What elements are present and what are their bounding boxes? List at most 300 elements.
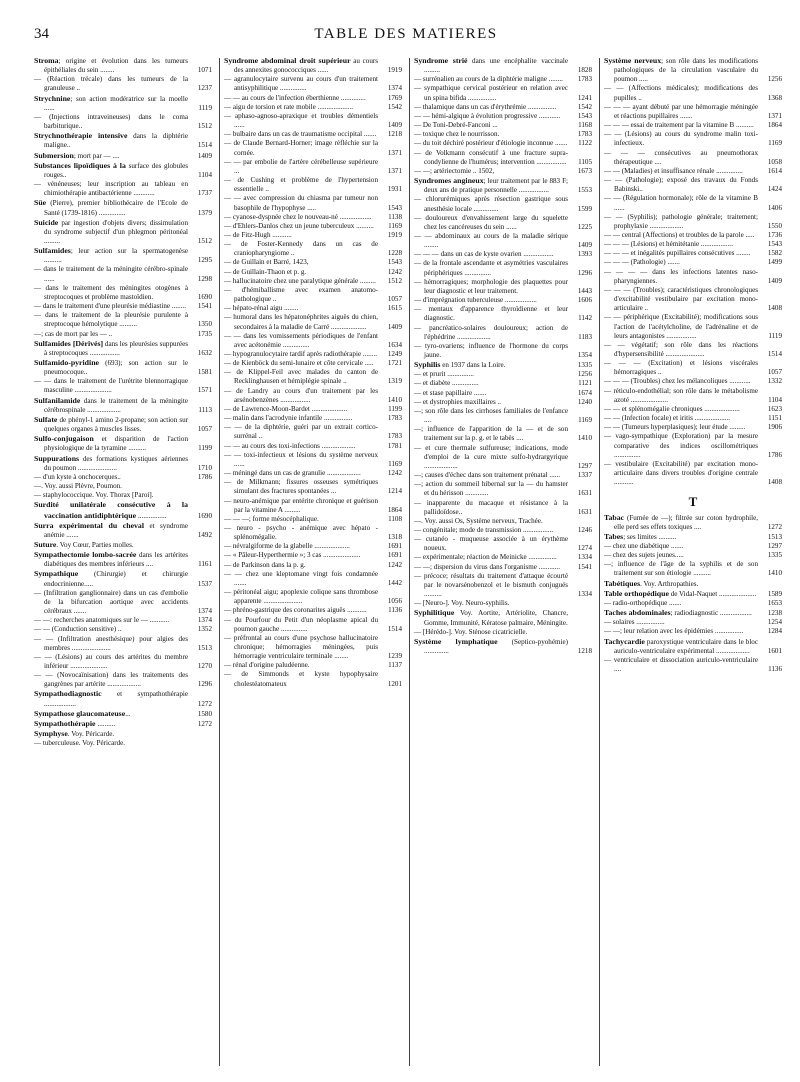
- index-entry-text: — pancréatico-solaires douloureux; action de l'éphédrine ...................: [414, 323, 568, 341]
- index-entry-page: 1499: [767, 258, 782, 267]
- index-entry: [34, 635, 212, 653]
- index-entry: [224, 359, 402, 368]
- index-entry: [34, 377, 212, 395]
- index-entry: [224, 75, 402, 93]
- index-entry-page: 1113: [198, 405, 212, 414]
- index-entry: [34, 265, 212, 283]
- index-entry-page: 1673: [577, 166, 592, 175]
- index-entry: [34, 131, 212, 150]
- index-entry-text: —. Voy. aussi Os, Système nerveux, Trachée.: [414, 516, 543, 525]
- index-entry: [414, 499, 592, 517]
- index-entry-page: 1410: [767, 569, 782, 578]
- index-entry: [604, 313, 782, 340]
- index-entry-text: —; influence de l'âge de la syphilis et de son traitement sur son étiologie ..........: [604, 560, 758, 578]
- index-entry-text: Sulfate de phényl-1 amino 2-propane; son action sur quelques organes à muscles lisses.: [34, 414, 188, 434]
- index-entry-text: — staphylococcique. Voy. Thorax [Paroi].: [34, 491, 154, 500]
- index-entry-text: Strychnine; son action modératrice sur la moelle ......: [34, 93, 188, 112]
- index-entry-page: 1409: [767, 276, 782, 285]
- index-entry-text: — de la frontale ascendante et asymétries vasculaires périphériques ...............: [414, 259, 568, 277]
- index-entry: [224, 570, 402, 588]
- index-entry-page: 1335: [577, 361, 592, 370]
- index-entry: [414, 250, 592, 259]
- index-entry: [414, 232, 592, 250]
- index-entry-text: — de Landry au cours d'un traitement par les arsénobenzènes .................: [224, 386, 378, 404]
- index-entry-text: — chez des sujets jeunes.....: [604, 551, 684, 560]
- index-entry-page: 1272: [767, 522, 782, 531]
- index-entry-text: Tabétiques. Voy. Arthropathies.: [604, 578, 699, 588]
- index-entry-page: 1218: [577, 647, 592, 655]
- index-entry-page: 1514: [767, 350, 782, 358]
- index-entry-page: 1352: [197, 625, 212, 634]
- index-entry-page: 1297: [577, 461, 592, 470]
- index-entry-text: Syndromes angineux; leur traitement par le 883 F; deux ans de pratique personnelle .................: [414, 176, 568, 195]
- index-entry-page: 1442: [387, 578, 402, 587]
- index-entry-page: 1512: [197, 122, 212, 131]
- index-entry-text: Système lymphatique (Septico-pyohémie) ..............: [414, 636, 568, 655]
- index-entry: [224, 551, 402, 560]
- index-entry-text: — hallucinatoire chez une paralytique générale .........: [224, 276, 376, 285]
- index-entry: [224, 414, 402, 423]
- index-entry-text: Sulfamides; leur action sur la spermatogenèse ..........: [34, 246, 188, 265]
- index-entry-text: Suture. Voy Cœur, Parties molles.: [34, 539, 134, 549]
- index-entry-page: 1137: [388, 661, 402, 670]
- index-entry: [604, 542, 782, 551]
- index-entry-text: — toxique chez le nourrisson.: [414, 130, 500, 139]
- index-entry: [604, 560, 782, 578]
- index-entry: [224, 661, 402, 670]
- index-entry-text: — — toxi-infectieux et lésions du système nerveux ......: [224, 450, 378, 468]
- index-entry-page: 1543: [387, 203, 402, 212]
- index-entry-text: — et cure thermale sulfureuse; indications, mode d'emploi de la cure mixte sulfo-hydrargyrique ...................: [414, 443, 568, 470]
- index-entry: [224, 286, 402, 304]
- index-entry-text: Stroma; origine et évolution dans les tumeurs épithéliales du sein ........: [34, 56, 188, 75]
- index-entry: [34, 113, 212, 131]
- index-entry-page: 1057: [767, 368, 782, 377]
- index-entry-page: 1121: [578, 379, 592, 388]
- column-divider: [219, 58, 220, 1066]
- index-entry-text: — (Réaction trécale) dans les tumeurs de la granuleuse ..: [34, 75, 188, 93]
- index-entry: [604, 377, 782, 386]
- index-entry-page: 1691: [387, 551, 402, 560]
- index-entry-text: —; action du sommeil hibernal sur la — du hamster et du hérisson .............: [414, 480, 568, 498]
- index-entry: [604, 286, 782, 313]
- index-entry-page: 1393: [577, 250, 592, 259]
- index-entry: [414, 370, 592, 379]
- index-entry: [604, 532, 782, 542]
- index-entry-text: — — — (Lésions) et hémitétanie ..................: [604, 240, 733, 249]
- index-entry-page: 1199: [198, 444, 212, 453]
- index-entry: [34, 198, 212, 217]
- index-entry-page: 1443: [577, 286, 592, 295]
- index-entry-page: 1543: [387, 258, 402, 267]
- index-entry: [604, 231, 782, 240]
- index-entry-text: Syphilis en 1937 dans la Loire.: [414, 360, 506, 370]
- index-entry: [34, 500, 212, 520]
- index-entry-page: 1354: [577, 351, 592, 359]
- index-entry-text: — (Injections intraveineuses) dans le coma barbiturique..: [34, 112, 188, 131]
- index-entry-page: 1057: [387, 295, 402, 304]
- index-entry: [604, 405, 782, 414]
- index-entry-page: 1296: [577, 268, 592, 277]
- index-entry-text: — — — dans un cas de kyste ovarien .................: [414, 250, 554, 259]
- index-entry: [414, 84, 592, 102]
- index-entry: [224, 670, 402, 688]
- index-entry-text: — agranulocytaire survenu au cours d'un traitement antisyphilitique ...............: [224, 75, 378, 93]
- index-entry: [34, 550, 212, 569]
- index-entry-page: 1272: [197, 699, 212, 708]
- index-entry-page: 1335: [767, 551, 782, 560]
- index-entry: [604, 359, 782, 377]
- index-entry-page: 1256: [577, 370, 592, 379]
- index-entry-text: — chez une diabétique .......: [604, 541, 684, 550]
- index-columns: [34, 56, 780, 1070]
- index-entry: [604, 627, 782, 636]
- index-entry-text: — — (Lésions) au cours du syndrome malin toxi-infectieux.: [604, 130, 758, 148]
- index-entry-page: 1737: [197, 189, 212, 198]
- index-entry-text: — neuro - psycho - anémique avec hépato - splénomégalie.: [224, 523, 378, 542]
- index-entry-page: 1334: [577, 553, 592, 562]
- index-entry: [34, 491, 212, 500]
- index-entry-text: — — (Lésions) au cours des artérites du membre inférieur .....................: [34, 652, 188, 670]
- index-entry-page: 1298: [197, 274, 212, 283]
- index-entry-text: — tyro-ovariens; influence de l'hormone du corps jaune.: [414, 341, 568, 359]
- index-entry-text: — douloureux d'envahissement large du squelette chez les cancéreuses du sein ......: [414, 213, 568, 231]
- index-entry: [34, 482, 212, 491]
- index-entry-text: — et diabète ...............: [414, 379, 479, 388]
- index-entry: [224, 313, 402, 331]
- index-entry-text: — de Fitz-Hugh ...........: [224, 230, 292, 239]
- index-entry: [224, 588, 402, 606]
- index-entry-text: — congénitale; mode de transmission .................: [414, 525, 554, 534]
- index-entry-text: — de Guillain et Barré, 1423,: [224, 258, 309, 267]
- index-entry-text: — hémorragiques; morphologie des plaquettes pour leur diagnostic et leur traitement.: [414, 277, 568, 295]
- index-entry-text: — —; leur relation avec les épidémies ................: [604, 627, 744, 636]
- index-entry-text: — vestibulaire (Excitabilité) par excitation mono-articulaire dans divers troubles d'origine centrale ...........: [604, 459, 758, 487]
- index-entry-page: 1783: [387, 432, 402, 441]
- index-entry-page: 1254: [767, 618, 782, 627]
- index-entry: [224, 231, 402, 240]
- index-entry-text: — d'un kyste à onchocerques..: [34, 472, 121, 481]
- index-entry-page: 1242: [387, 469, 402, 478]
- index-entry-text: — hépato-rénal aigu ........: [224, 304, 299, 313]
- index-entry-text: — — périphérique (Excitabilité); modifications sous l'action de l'acétylcholine, de l'adrénaline et de leurs antagonistes .................: [604, 313, 758, 340]
- index-entry: [34, 569, 212, 588]
- index-entry-text: — — chez une kleptomane vingt fois condamnée .......: [224, 569, 378, 587]
- index-entry: [224, 332, 402, 350]
- index-entry-text: Tabes; ses limites ..........: [604, 531, 677, 541]
- page-header: [34, 26, 778, 48]
- index-entry-page: 1056: [387, 597, 402, 606]
- index-entry-page: 1786: [197, 472, 212, 481]
- index-entry: [34, 625, 212, 634]
- column-divider: [599, 58, 600, 1066]
- index-entry-text: Sulfamido-pyridine (693); son action sur le pneumocoque..: [34, 358, 188, 377]
- index-entry-page: 1721: [387, 359, 402, 368]
- index-entry-text: — réticulo-endothélial; son rôle dans le métabolisme azoté .....................: [604, 386, 758, 404]
- index-entry: [34, 473, 212, 482]
- index-entry-page: 1334: [577, 590, 592, 599]
- index-entry: [414, 407, 592, 425]
- index-entry-page: 1119: [768, 331, 782, 340]
- index-entry-page: 1543: [767, 240, 782, 249]
- index-entry-page: 1104: [198, 170, 212, 179]
- index-entry: [34, 719, 212, 729]
- index-entry: [414, 480, 592, 498]
- index-entry-page: 1218: [387, 130, 402, 139]
- index-entry: [34, 284, 212, 302]
- index-entry-page: 1769: [387, 93, 402, 102]
- index-entry: [604, 176, 782, 194]
- index-entry-page: 1296: [197, 680, 212, 689]
- index-entry-page: 1735: [197, 329, 212, 338]
- index-entry-page: 1537: [197, 579, 212, 588]
- index-entry-text: —; cas de mort par les — ..: [34, 329, 113, 338]
- index-entry: [414, 103, 592, 112]
- index-entry-page: 1408: [767, 478, 782, 487]
- index-entry-text: — dans le traitement d'une pleurésie médiastine ........: [34, 302, 186, 311]
- index-entry-page: 1828: [577, 66, 592, 75]
- index-entry-page: 1058: [767, 157, 782, 166]
- index-entry: [604, 194, 782, 212]
- index-entry-page: 1783: [387, 414, 402, 423]
- index-entry-text: — radio-orthopédique .......: [604, 598, 682, 607]
- index-entry-page: 1057: [197, 425, 212, 434]
- index-entry-text: — — (Tumeurs hyperplasiques); leur étude .........: [604, 423, 746, 432]
- index-entry: [224, 258, 402, 267]
- index-entry-page: 1246: [577, 525, 592, 534]
- index-entry-text: — du Pourfour du Petit d'un néoplasme apical du poumon gauche ...............: [224, 615, 378, 633]
- index-entry: [34, 589, 212, 616]
- index-entry-text: — surrénalien au cours de la diphtérie maligne ........: [414, 75, 563, 84]
- index-entry: [414, 324, 592, 342]
- index-entry-page: 1736: [767, 230, 782, 239]
- index-entry: [604, 84, 782, 102]
- index-entry-page: 1513: [197, 643, 212, 652]
- index-entry: [604, 551, 782, 560]
- index-entry-text: Strychnothérapie intensive dans la diphtérie maligne..: [34, 131, 188, 150]
- index-entry-text: Symphyse. Voy. Péricarde.: [34, 729, 115, 739]
- index-entry-text: Sympathose glaucomateuse...: [34, 708, 131, 718]
- index-entry-page: 1553: [577, 186, 592, 195]
- index-entry-text: — ventriculaire et dissociation auriculo-ventriculaire ....: [604, 655, 758, 673]
- index-entry-text: —; causes d'échec dans son traitement prénatal ......: [414, 471, 561, 480]
- index-entry-page: 1781: [387, 441, 402, 450]
- index-entry-text: — de Milkmann; fissures osseuses symétriques simulant des fractures spontanées ...: [224, 478, 378, 496]
- index-entry-text: — expérimentale; réaction de Meinicke ................: [414, 553, 557, 562]
- index-entry: [414, 296, 592, 305]
- index-entry: [414, 56, 592, 75]
- index-entry-page: 1514: [387, 624, 402, 633]
- index-entry-page: 1589: [767, 589, 782, 598]
- index-entry-text: — de Guillain-Thaon et p. g.: [224, 267, 307, 276]
- index-entry: [224, 405, 402, 414]
- index-entry: [604, 240, 782, 249]
- index-entry-page: 1674: [577, 388, 592, 397]
- index-entry-page: 1119: [198, 103, 212, 112]
- index-entry-text: — vénéneuses; leur inscription au tableau en chimiothérapie antibactérienne ............: [34, 180, 188, 198]
- index-entry-page: 1409: [197, 151, 212, 160]
- index-entry-text: Surra expérimental du cheval et syndrome anémie .......: [34, 520, 188, 539]
- index-entry-page: 1108: [388, 514, 402, 523]
- index-entry-page: 1122: [578, 139, 592, 148]
- index-entry: [34, 339, 212, 358]
- index-entry: [34, 330, 212, 339]
- index-entry-page: 1864: [767, 121, 782, 130]
- index-entry-page: 1691: [387, 542, 402, 551]
- index-entry-text: — dans le traitement de la méningite cérébro-spinale ......: [34, 265, 188, 283]
- index-entry-page: 1634: [387, 340, 402, 349]
- index-entry-page: 1201: [387, 679, 402, 688]
- index-entry-text: — névralgiforme de la glabelle ....................: [224, 542, 350, 551]
- index-column-2: [224, 56, 402, 1070]
- index-entry-text: — cyanose-dyspnée chez le nouveau-né ..................: [224, 212, 372, 221]
- index-entry-text: — tuberculeuse. Voy. Péricarde.: [34, 739, 126, 748]
- index-entry: [224, 56, 402, 75]
- index-entry-text: Table orthopédique de Vidal-Naquet .....................: [604, 588, 757, 598]
- index-entry-text: — d'Ehlers-Danlos chez un jeune tuberculeux ..........: [224, 221, 374, 230]
- index-entry-page: 1631: [577, 507, 592, 516]
- index-entry-text: — sympathique cervical postérieur en relation avec un spina bifida ................: [414, 84, 568, 102]
- index-entry: [224, 606, 402, 615]
- index-entry: [224, 451, 402, 469]
- index-entry: [414, 398, 592, 407]
- index-entry-page: 1599: [577, 204, 592, 213]
- index-entry: [604, 608, 782, 618]
- index-entry-text: Tabac (Fumée de —); filtrée sur coton hydrophile, elle perd ses effets toxiques ....: [604, 512, 758, 531]
- index-entry-text: Taches abdominales; radiodiagnostic ..................: [604, 608, 752, 618]
- index-entry-page: 1543: [577, 111, 592, 120]
- index-entry-text: — — de la diphtérie, guéri par un extrait cortico-surrénal ..: [224, 423, 378, 441]
- index-entry: [34, 739, 212, 748]
- index-entry: [414, 305, 592, 323]
- index-entry-text: Submersion; mort par — ....: [34, 150, 120, 160]
- index-entry-page: 1492: [197, 530, 212, 539]
- index-entry-text: — — — et inégalités pupillaires consécutives ........: [604, 249, 751, 258]
- index-entry-page: 1104: [768, 395, 782, 404]
- index-entry-text: — — (Maladies) et insuffisance rénale ...............: [604, 166, 743, 175]
- index-column-4: [604, 56, 782, 1070]
- index-entry-text: — et prurit ...............: [414, 370, 474, 379]
- index-entry: [414, 342, 592, 360]
- index-entry-text: — —: recherches anatomiques sur le — ...........: [34, 616, 170, 625]
- index-entry: [604, 656, 782, 674]
- index-entry-text: — — dans les vomissements périodiques de l'enfant avec acétonémie ...............: [224, 331, 378, 349]
- index-entry-page: 1319: [387, 377, 402, 386]
- index-entry-text: — aigu de torsion et rate mobile ....................: [224, 102, 354, 111]
- index-entry: [414, 444, 592, 471]
- index-entry: [414, 130, 592, 139]
- index-entry-page: 1274: [577, 544, 592, 553]
- index-entry-page: 1931: [387, 185, 402, 194]
- index-entry: [604, 258, 782, 267]
- index-entry-text: Syphilitique Voy. Aortite, Artériolite, Chancre, Gomme, Immunité, Kératose palmaire, Méningite.: [414, 608, 568, 627]
- index-entry-page: 1409: [387, 121, 402, 130]
- index-entry-text: — « Pâleur-Hyperthermie »; 3 cas .....................: [224, 551, 361, 560]
- index-entry-text: — De Toni-Debré-Fanconi ...: [414, 121, 498, 130]
- index-entry-text: — [Neuro-]. Voy. Neuro-syphilis.: [414, 599, 510, 608]
- index-entry-text: —; influence de l'apparition de la — et de son traitement sur la p. g. et le tabès ....: [414, 425, 568, 443]
- index-entry-page: 1710: [197, 463, 212, 472]
- index-entry-page: 1249: [387, 350, 402, 358]
- index-entry-text: — — — ayant débuté par une hémorragie méningée et réactions pupillaires .......: [604, 102, 758, 120]
- index-entry-page: 1151: [768, 414, 782, 423]
- index-entry: [414, 259, 592, 277]
- index-entry: [224, 387, 402, 405]
- index-entry-text: — — central (Affections) et troubles de la parole .....: [604, 230, 755, 239]
- index-entry: [34, 161, 212, 180]
- index-entry-text: — méningé dans un cas de granulie ...................: [224, 469, 361, 478]
- index-entry: [34, 311, 212, 329]
- index-entry-text: — — — consécutives au pneumothorax thérapeutique ....: [604, 148, 758, 166]
- index-entry: [604, 432, 782, 459]
- index-entry: [414, 195, 592, 213]
- index-entry: [224, 542, 402, 551]
- index-entry: [604, 121, 782, 130]
- index-entry: [414, 360, 592, 370]
- index-entry-text: — — — — dans les infections latentes naso-pharyngiennes.: [604, 267, 758, 285]
- index-entry: [224, 368, 402, 386]
- index-entry-text: —; son rôle dans les cirrhoses familiales de l'enfance ....: [414, 406, 568, 425]
- index-entry-text: — vago-sympathique (Exploration) par la mesure comparative des indices oscillométriques ...............: [604, 432, 758, 459]
- index-entry-text: — — — essai de traitement par la vitamine B ..........: [604, 121, 754, 130]
- index-entry: [224, 268, 402, 277]
- index-entry: [34, 180, 212, 198]
- column-divider: [409, 58, 410, 1066]
- index-entry: [414, 139, 592, 148]
- index-entry-page: 1105: [578, 157, 592, 166]
- index-entry-text: — — — (Excitation) et lésions viscérales hémorragiques ..: [604, 359, 758, 377]
- index-column-3: [414, 56, 592, 1070]
- index-entry-text: — — au cours de l'infection éberthienne ..............: [224, 93, 366, 102]
- index-entry-text: — de Simmonds et kyste hypophysaire cholestéatomateux: [224, 670, 378, 688]
- index-entry-page: 1512: [387, 276, 402, 285]
- index-column-1: [34, 56, 212, 1070]
- index-entry: [224, 304, 402, 313]
- index-entry-page: 1332: [767, 377, 782, 386]
- index-entry-text: — — et splénomégalie chroniques ....................: [604, 404, 740, 413]
- index-entry: [604, 423, 782, 432]
- index-entry: [604, 513, 782, 532]
- index-entry-page: 1142: [578, 314, 592, 323]
- index-entry: [414, 553, 592, 562]
- index-entry-text: — —; artériectomie .. 1502,: [414, 166, 495, 175]
- index-entry-text: — dans le traitement de la pleurésie purulente à streptocoque hémolytique ..........: [34, 311, 188, 329]
- index-entry-text: — mentaux d'apparence thyroïdienne et leur diagnostic.: [414, 305, 568, 323]
- index-entry: [34, 415, 212, 434]
- index-entry: [604, 589, 782, 599]
- index-entry: [34, 94, 212, 113]
- index-entry: [414, 278, 592, 296]
- index-entry: [34, 689, 212, 708]
- index-entry-page: 1228: [387, 249, 402, 258]
- index-entry-page: 1514: [197, 141, 212, 150]
- index-entry-text: — solaires ................: [604, 618, 665, 627]
- index-entry: [414, 149, 592, 167]
- index-entry: [34, 396, 212, 415]
- index-entry-text: — bulbaire dans un cas de traumatisme occipital .......: [224, 130, 377, 139]
- index-entry-page: 1623: [767, 404, 782, 413]
- index-entry: [604, 149, 782, 167]
- index-entry-page: 1199: [388, 404, 402, 413]
- index-entry: [224, 616, 402, 634]
- index-entry-page: 1601: [767, 646, 782, 655]
- index-entry: [224, 515, 402, 524]
- index-entry-text: — cutanéo - muqueuse associée à un érythème noueux.: [414, 535, 568, 553]
- index-entry-page: 1225: [577, 222, 592, 231]
- index-entry-text: Syndrome strié dans une encéphalite vaccinale .........: [414, 56, 568, 75]
- index-entry: [224, 634, 402, 661]
- index-entry: [414, 425, 592, 443]
